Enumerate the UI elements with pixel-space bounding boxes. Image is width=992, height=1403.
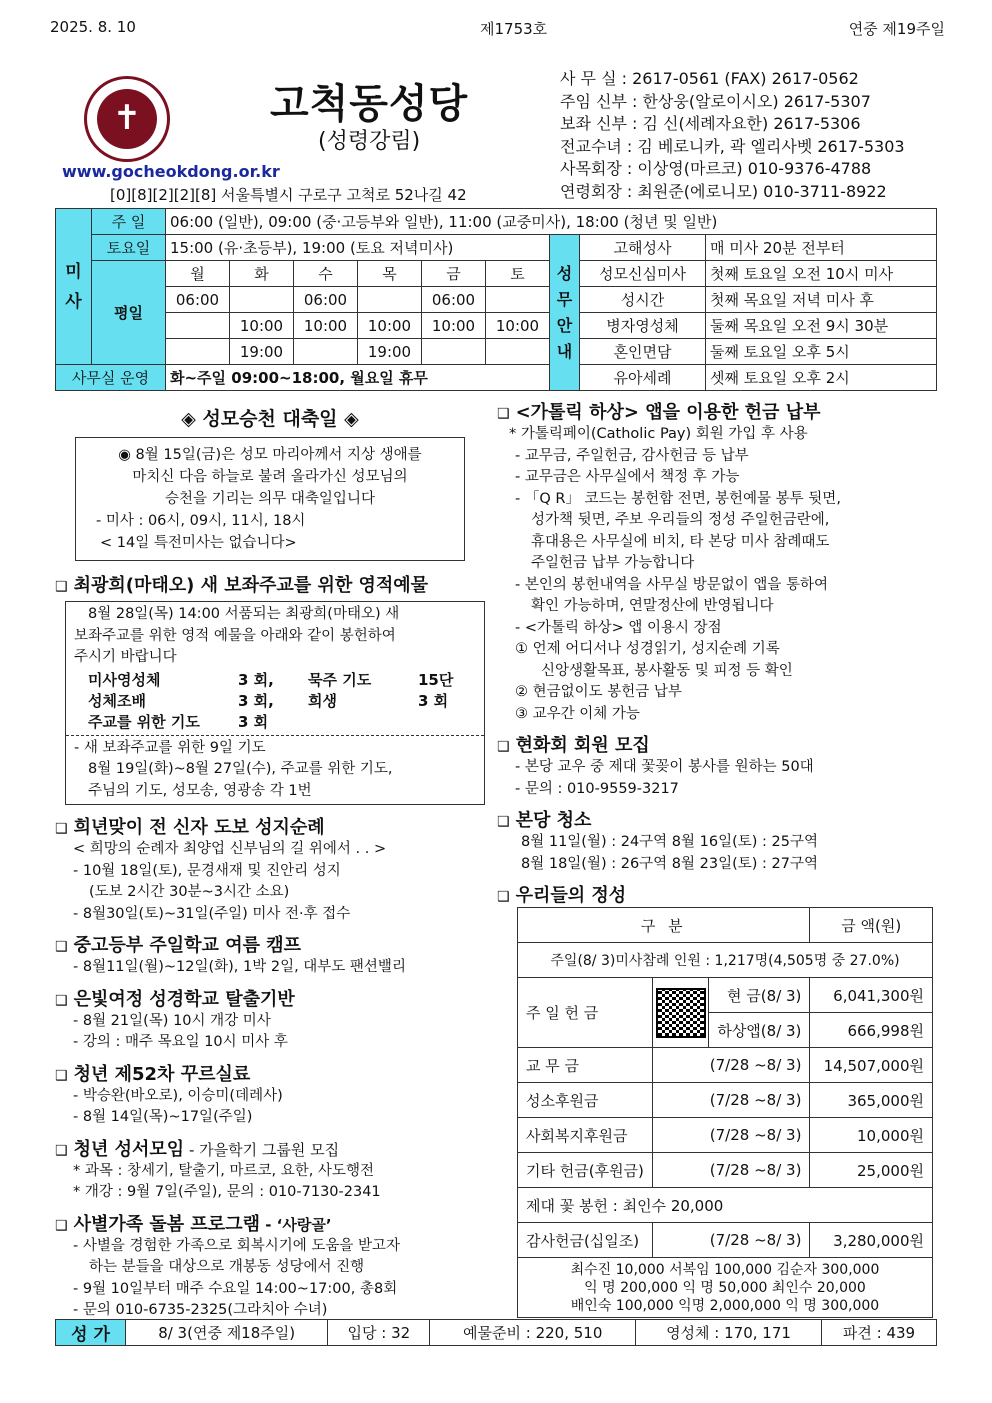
mass-time-cell: [294, 339, 358, 365]
thanks-label: 감사헌금(십일조): [518, 1223, 653, 1258]
day-thu: 목: [358, 261, 422, 287]
grief-line: 하는 분들을 대상으로 개봉동 성당에서 진행: [89, 1259, 365, 1275]
youth-bible-line: * 개강 : 9월 7일(주일), 문의 : 010-7130-2341: [73, 1184, 381, 1200]
hymn-label: 성 가: [56, 1320, 126, 1346]
parish-subtitle: (성령강림): [318, 129, 421, 154]
pilgrimage-line: - 8월30일(토)~31일(주일) 미사 전·후 접수: [73, 905, 351, 922]
youth-line: - 8월 14일(목)~17일(주일): [73, 1109, 253, 1125]
sacrament-time: 매 미사 20분 전부터: [706, 235, 937, 261]
altar-flower-row: 제대 꽃 봉헌 : 최인수 20,000: [518, 1188, 933, 1223]
spiritual-gifts-table: [88, 669, 453, 732]
mass-time-cell: 10:00: [358, 313, 422, 339]
offerings-table: [517, 907, 933, 1318]
assumption-line: < 14일 특전미사는 없습니다>: [100, 535, 297, 551]
right-column: [497, 398, 937, 1318]
assumption-line: - 미사 : 06시, 09시, 11시, 18시: [96, 513, 306, 529]
bible-school-line: - 8월 21일(목) 10시 개강 미사: [73, 1012, 271, 1029]
camp-line: - 8월11일(월)~12일(화), 1박 2일, 대부도 팬션밸리: [73, 959, 406, 975]
app-line: 휴대용은 사무실에 비치, 타 본당 미사 참례때도: [531, 533, 830, 550]
day-fri: 금: [422, 261, 486, 287]
app-line: 확인 가능하며, 연말정산에 반영됩니다: [531, 598, 774, 614]
gift-name: 성체조배: [88, 691, 146, 710]
bishop-line: 8월 28일(목) 14:00 서품되는 최광희(마태오) 새: [88, 606, 400, 622]
cash-value: 6,041,300원: [810, 978, 933, 1013]
app-offer-value: 666,998원: [810, 1013, 933, 1048]
offer-item-label: 사회복지후원금: [518, 1118, 653, 1153]
bishop-section-title: ❑ 최광희(마태오) 새 보좌주교를 위한 영적예물: [55, 575, 429, 596]
sunday-label: 주 일: [92, 209, 166, 235]
youth-section-title: ❑ 청년 제52차 꾸르실료: [55, 1063, 251, 1085]
novena-line: 주님의 기도, 성모송, 영광송 각 1번: [88, 782, 312, 799]
gift-count: 3 회,: [238, 670, 274, 689]
hymn-date: 8/ 3(연중 제18주일): [126, 1320, 328, 1346]
weekday-label: 평일: [92, 261, 166, 365]
offer-item-amount: 25,000원: [810, 1153, 933, 1188]
sacrament-time: 둘째 목요일 오전 9시 30분: [706, 313, 937, 339]
assumption-line: 승천을 기리는 의무 대축일입니다: [165, 491, 375, 507]
app-line: * 가톨릭페이(Catholic Pay) 회원 가입 후 사용: [509, 426, 808, 442]
gift-name: 미사영성체: [88, 670, 161, 689]
donor-line: 최수진 10,000 서복임 100,000 김순자 300,000: [570, 1261, 880, 1278]
contact-sisters: 전교수녀 : 김 베로니카, 곽 엘리사벳 2617-5303: [560, 136, 905, 156]
sacrament-name: 병자영성체: [580, 313, 706, 339]
pilgrimage-section-title: ❑ 희년맞이 전 신자 도보 성지순례: [55, 817, 325, 838]
offer-head-category: 구 분: [518, 908, 810, 943]
cross-icon: ✝: [97, 89, 157, 149]
contact-funeral: 연령회장 : 최원준(에로니모) 010-3711-8922: [560, 181, 887, 201]
saturday-label: 토요일: [92, 235, 166, 261]
hymn-recessional: 파견 : 439: [822, 1320, 937, 1346]
mass-time-cell: [486, 339, 550, 365]
app-line: 주일헌금 납부 가능합니다: [531, 555, 695, 571]
donor-line: 익 명 200,000 익 명 50,000 최인수 20,000: [584, 1279, 866, 1296]
contact-list: [560, 68, 940, 203]
bishop-line: 주시기 바랍니다: [74, 649, 177, 665]
parish-address: [0][8][2][2][8] 서울특별시 구로구 고척로 52나길 42: [110, 186, 467, 204]
cash-label: 현 금(8/ 3): [709, 978, 810, 1013]
youth-bible-line: * 과목 : 창세기, 탈출기, 마르코, 요한, 사도행전: [73, 1162, 374, 1179]
offer-item-label: 성소후원금: [518, 1083, 653, 1118]
app-line: - 본인의 봉헌내역을 사무실 방문없이 앱을 통하여: [515, 576, 829, 593]
mass-time-cell: 10:00: [486, 313, 550, 339]
mass-time-cell: [166, 313, 230, 339]
flower-section-title: ❑ 현화회 회원 모집: [497, 735, 650, 756]
cleaning-section-title: ❑ 본당 청소: [497, 810, 592, 831]
mass-time-cell: 06:00: [422, 287, 486, 313]
gift-count: 3 회: [238, 712, 269, 731]
cleaning-line: 8월 18일(월) : 26구역 8월 23일(토) : 27구역: [521, 855, 818, 872]
mass-time-cell: [230, 287, 294, 313]
offer-item-period: (7/28 ~8/ 3): [652, 1083, 810, 1118]
offer-item-period: (7/28 ~8/ 3): [652, 1153, 810, 1188]
app-offer-label: 하상앱(8/ 3): [709, 1013, 810, 1048]
offer-item-amount: 365,000원: [810, 1083, 933, 1118]
grief-line: - 문의 010-6735-2325(그라치아 수녀): [73, 1302, 328, 1318]
mass-time-cell: [358, 287, 422, 313]
sacrament-name: 성모신심미사: [580, 261, 706, 287]
website-link[interactable]: www.gocheokdong.or.kr: [62, 162, 280, 181]
novena-line: 8월 19일(화)~8월 27일(수), 주교를 위한 기도,: [88, 761, 393, 777]
youth-line: - 박승완(바오로), 이승미(데레사): [73, 1087, 283, 1104]
thanks-period: (7/28 ~8/ 3): [652, 1223, 810, 1258]
app-line: - 교무금, 주일헌금, 감사헌금 등 납부: [515, 447, 749, 464]
sacrament-time: 둘째 토요일 오후 5시: [706, 339, 937, 365]
attendance-row: 주일(8/ 3)미사참례 인원 : 1,217명(4,505명 중 27.0%): [518, 943, 933, 978]
mass-time-cell: 06:00: [166, 287, 230, 313]
top-line: [50, 18, 945, 40]
flower-line: - 본당 교우 중 제대 꽃꽂이 봉사를 원하는 50대: [515, 759, 814, 775]
parish-logo: [84, 76, 170, 162]
thanks-amount: 3,280,000원: [810, 1223, 933, 1258]
bible-school-line: - 강의 : 매주 목요일 10시 미사 후: [73, 1034, 288, 1050]
mass-time-cell: [422, 339, 486, 365]
hymn-communion: 영성체 : 170, 171: [635, 1320, 821, 1346]
sacrament-time: 셋째 토요일 오후 2시: [706, 365, 937, 391]
sunday-offer-label: 주 일 헌 금: [518, 978, 653, 1048]
mass-time-cell: [486, 287, 550, 313]
bishop-box: [65, 601, 485, 805]
day-wed: 수: [294, 261, 358, 287]
app-section-title: ❑ <가톨릭 하상> 앱을 이용한 헌금 납부: [497, 402, 821, 423]
offer-head-amount: 금 액(원): [810, 908, 933, 943]
sacrament-time: 첫째 목요일 저녁 미사 후: [706, 287, 937, 313]
offer-item-label: 교 무 금: [518, 1048, 653, 1083]
mass-side-label: 미사: [56, 209, 92, 365]
mass-time-cell: 19:00: [230, 339, 294, 365]
day-sat: 토: [486, 261, 550, 287]
sacrament-name: 성시간: [580, 287, 706, 313]
gift-count: 3 회: [418, 691, 449, 710]
pilgrimage-line: (도보 2시간 30분~3시간 소요): [89, 884, 290, 900]
sacrament-time: 첫째 토요일 오전 10시 미사: [706, 261, 937, 287]
app-line: - 교무금은 사무실에서 책정 후 가능: [515, 469, 740, 485]
assumption-box: [75, 437, 465, 561]
contact-office: 사 무 실 : 2617-0561 (FAX) 2617-0562: [560, 69, 859, 88]
contact-pastor: 주임 신부 : 한상웅(알로이시오) 2617-5307: [560, 91, 871, 111]
youth-bible-section-title: ❑ 청년 성서모임 - 가을학기 그룹원 모집: [55, 1138, 340, 1160]
offer-item-period: (7/28 ~8/ 3): [652, 1048, 810, 1083]
hymn-entrance: 입당 : 32: [328, 1320, 430, 1346]
left-column: [55, 400, 485, 1322]
assumption-title: ◈ 성모승천 대축일 ◈: [181, 408, 359, 430]
contact-council: 사목회장 : 이상영(마르코) 010-9376-4788: [560, 159, 872, 178]
contact-assistant: 보좌 신부 : 김 신(세례자요한) 2617-5306: [560, 114, 861, 133]
liturgical-week: 연중 제19주일: [848, 20, 945, 38]
camp-section-title: ❑ 중고등부 주일학교 여름 캠프: [55, 935, 302, 956]
app-line: ② 현금없이도 봉헌금 납부: [515, 684, 682, 700]
gift-count: 15단: [418, 670, 454, 689]
office-hours-label: 사무실 운영: [56, 365, 166, 391]
mass-time-cell: [166, 339, 230, 365]
day-mon: 월: [166, 261, 230, 287]
assumption-line: ◉ 8월 15일(금)은 성모 마리아께서 지상 생애를: [118, 447, 422, 463]
donor-list: [518, 1258, 933, 1318]
grief-section-title: ❑ 사별가족 돌봄 프로그램 - ‘사랑골’: [55, 1213, 332, 1235]
assumption-line: 마치신 다음 하늘로 불려 올라가신 성모님의: [132, 469, 408, 485]
saturday-times: 15:00 (유·초등부), 19:00 (토요 저녁미사): [166, 235, 550, 261]
grief-line: - 9월 10일부터 매주 수요일 14:00~17:00, 총8회: [73, 1280, 398, 1297]
issue-date: 2025. 8. 10: [50, 18, 136, 36]
mass-time-cell: 10:00: [230, 313, 294, 339]
bible-school-section-title: ❑ 은빛여정 성경학교 탈출기반: [55, 988, 295, 1010]
app-line: ① 언제 어디서나 성경읽기, 성지순례 기록: [515, 641, 780, 657]
qr-code-icon[interactable]: [656, 988, 706, 1038]
offer-item-period: (7/28 ~8/ 3): [652, 1118, 810, 1153]
day-tue: 화: [230, 261, 294, 287]
sunday-times: 06:00 (일반), 09:00 (중·고등부와 일반), 11:00 (교중미사), 18:00 (청년 및 일반): [166, 209, 937, 235]
pilgrimage-line: - 10월 18일(토), 문경새재 및 진안리 성지: [73, 862, 341, 879]
offerings-section-title: ❑ 우리들의 정성: [497, 885, 627, 906]
app-line: - 「Q R」 코드는 봉헌함 전면, 봉헌예물 봉투 뒷면,: [515, 490, 841, 507]
sacrament-name: 고해성사: [580, 235, 706, 261]
mass-time-cell: 10:00: [422, 313, 486, 339]
novena-line: - 새 보좌주교를 위한 9일 기도: [74, 739, 266, 756]
app-line: - <가톨릭 하상> 앱 이용시 장점: [515, 619, 722, 636]
mass-time-cell: 19:00: [358, 339, 422, 365]
office-hours: 화~주일 09:00~18:00, 월요일 휴무: [166, 365, 550, 391]
sacrament-name: 유아세례: [580, 365, 706, 391]
app-line: 성가책 뒷면, 주보 우리들의 정성 주일헌금란에,: [531, 512, 830, 528]
mass-time-cell: 10:00: [294, 313, 358, 339]
offer-item-amount: 14,507,000원: [810, 1048, 933, 1083]
mass-time-cell: 06:00: [294, 287, 358, 313]
grief-line: - 사별을 경험한 가족으로 회복시기에 도움을 받고자: [73, 1237, 401, 1254]
sacrament-name: 혼인면담: [580, 339, 706, 365]
sacrament-side-label: 성무안내: [550, 235, 580, 391]
pilgrimage-line: < 희망의 순례자 최양업 신부님의 길 위에서 . . >: [73, 841, 387, 857]
gift-name: 주교를 위한 기도: [88, 712, 200, 731]
app-line: ③ 교우간 이체 가능: [515, 705, 640, 722]
offer-item-label: 기타 헌금(후원금): [518, 1153, 653, 1188]
gift-count: 3 회,: [238, 691, 274, 710]
mass-schedule-table: [55, 208, 937, 391]
offer-item-amount: 10,000원: [810, 1118, 933, 1153]
donor-line: 배인숙 100,000 익명 2,000,000 익 명 300,000: [570, 1297, 880, 1314]
hymn-table: [55, 1319, 937, 1346]
parish-title: 고척동성당: [270, 81, 469, 127]
gift-name: 희생: [308, 691, 337, 710]
cleaning-line: 8월 11일(월) : 24구역 8월 16일(토) : 25구역: [521, 834, 818, 850]
issue-number: 제1753호: [480, 20, 548, 38]
hymn-offertory: 예물준비 : 220, 510: [430, 1320, 636, 1346]
bishop-line: 보좌주교를 위한 영적 예물을 아래와 같이 봉헌하여: [74, 627, 396, 644]
app-line: 신앙생활목표, 봉사활동 및 피정 등 확인: [541, 662, 793, 679]
flower-line: - 문의 : 010-9559-3217: [515, 780, 679, 797]
gift-name: 묵주 기도: [308, 670, 372, 689]
